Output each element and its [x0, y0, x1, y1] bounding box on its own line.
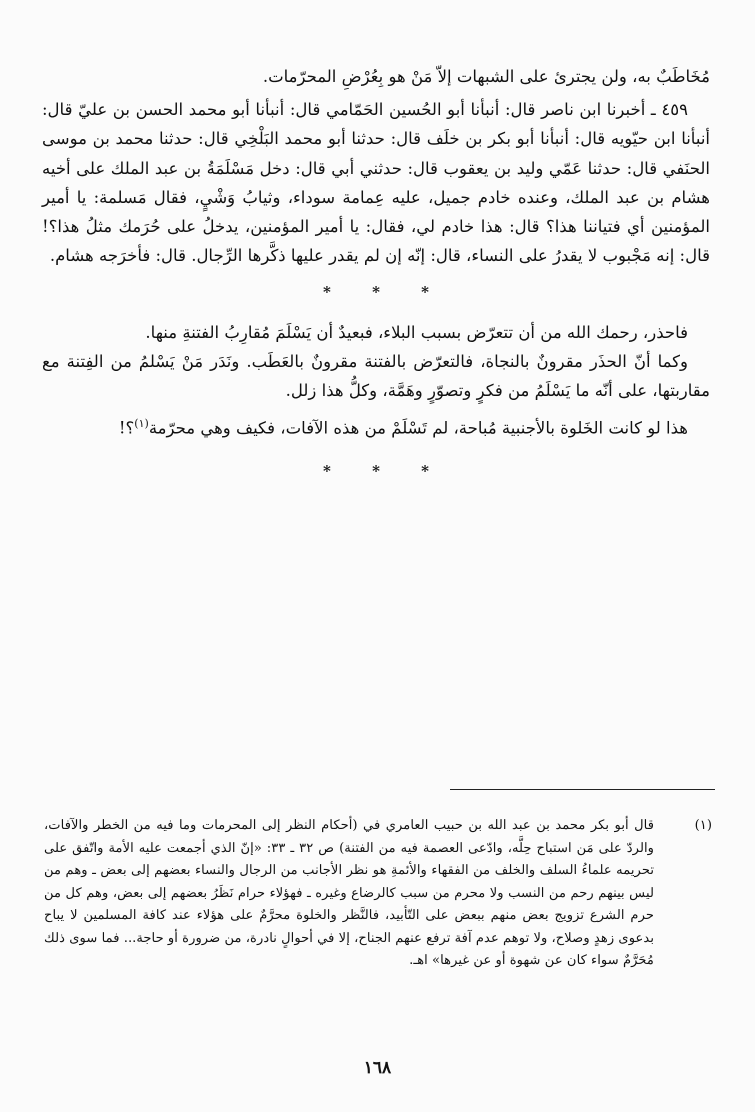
footnote-text: قال أبو بكر محمد بن عبد الله بن حبيب العامري في (أحكام النظر إلى المحرمات وما فيه من الخطر والآفات، والردّ على مَن استباح حِلَّه، وادّعى العصمة فيه من الفتنة) ص ٣٢ ـ ٣٣: «إنّ الذي أجمعت عليه الأمة واتّفق على تحريمه علماءُ السلف والخلف من الفقهاء والأئمةِ هو نظر الأجانب من الرجال والنساء بعضهم إلى بعض ـ وهم من ليس بينهم رحم من النسب ولا محرم من سبب كالرضاع وغيره ـ فهؤلاء حرام نَظَرُ بعضهم إلى بعض، وهم كل من حرم الشرع تزويج بعض منهم ببعض على التّأبيد، فالنَّظر والخلوة محرَّمٌ على هؤلاء عند كافة المسلمين لا يباح بدعوى زهدٍ وصلاح، ولا توهم عدم آفة ترفع عنهم الجناح، إلا في أحوالٍ نادرة، من ضرورة أو حاجة... فما سوى ذلك مُحَرَّمٌ سواء كان عن شهوة أو عن غيرها» اهـ. [44, 818, 654, 968]
footnote-reference[interactable]: (١) [134, 417, 149, 431]
paragraph-warning: فاحذر، رحمك الله من أن تتعرّض بسبب البلاء، فبعيدٌ أن يَسْلَمَ مُقارِبُ الفتنةِ منها. [145, 322, 688, 342]
hadith-paragraph: ٤٥٩ ـ أخبرنا ابن ناصر قال: أنبأنا أبو الحُسين الحَمّامي قال: أنبأنا أبو محمد الحسن بن عليّ قال: أنبأنا ابن حيّويه قال: أنبأنا أبو بكر بن خلَف قال: حدثنا أبو محمد البَلْخِي قال: حدثنا محمد بن موسى الحنَفي قال: حدثنا عَمّي وليد بن يعقوب قال: حدثني أبي قال: دخل مَسْلَمَةُ بن عبد الملك على أخيه هشام بن عبد الملك، وعنده خادم جميل، عليه عِمامة سوداء، وثيابُ وَشْيٍ، فقال مَسلمة: يا أمير المؤمنين أي فتياننا هذا؟ قال: هذا خادم لي، فقال: يا أمير المؤمنين، يدخلُ على حُرَمك مثلُ هذا؟! قال: إنه مَجْبوب لا يقدرُ على النساء، قال: إنّه إن لم يقدر عليها ذكَّرها الرِّجال. قال: فأخرَجه هشام. [42, 100, 710, 266]
paragraph-seclusion [42, 409, 710, 443]
paragraph-caution: وكما أنّ الحذَر مقرونٌ بالنجاة، فالتعرّض بالفتنة مقرونٌ بالعَطَب. ونَدَر مَنْ يَسْلمُ من الفِتنة مع مقاربتها، على أنّه ما يَسْلَمُ من فكرٍ وتصوّرٍ وهَمَّة، وكلُّ هذا زلل. [42, 351, 710, 401]
main-text [42, 62, 710, 496]
page-number: ١٦٨ [363, 1058, 392, 1078]
paragraph-seclusion-end: ؟! [118, 418, 135, 438]
section-separator-2: * * * [323, 461, 447, 480]
footnote-divider [450, 789, 715, 790]
footnote-number: (١) [694, 818, 712, 833]
section-separator: * * * [323, 283, 447, 302]
paragraph-continuation: مُخَاطَبٌ به، ولن يجترئ على الشبهات إلاّ مَنْ هو بِعُرْضِ المحرّمات. [262, 67, 710, 86]
footnote [44, 815, 712, 973]
paragraph-seclusion-text: هذا لو كانت الخَلوة بالأجنبية مُباحة، لم تَسْلَمْ من هذه الآفات، فكيف وهي محرّمة [148, 418, 688, 438]
